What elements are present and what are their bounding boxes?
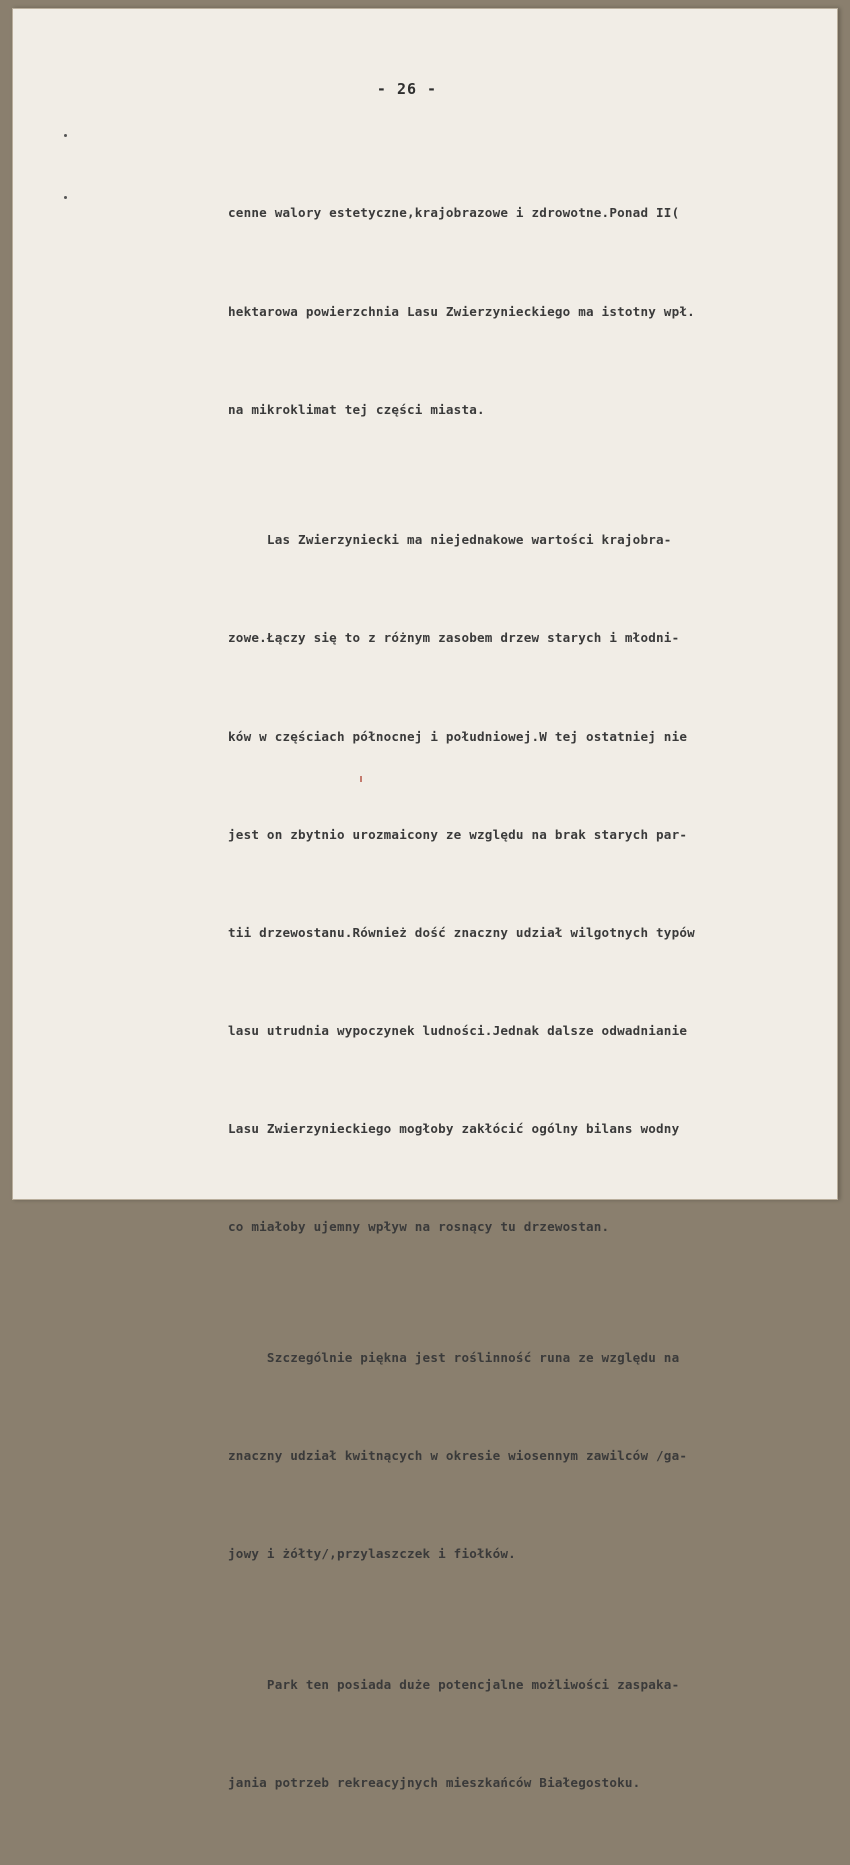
text-line: co miałoby ujemny wpływ na rosnący tu drzewostan.: [228, 1219, 610, 1235]
text-line: Park ten posiada duże potencjalne możliwości zaspaka-: [228, 1676, 680, 1692]
text-line: hektarowa powierzchnia Lasu Zwierzynieckiego ma istotny wpł.: [228, 303, 695, 319]
text-line: zowe.Łączy się to z różnym zasobem drzew starych i młodni-: [228, 630, 680, 646]
margin-dot-mark: [64, 134, 67, 137]
text-line: znaczny udział kwitnących w okresie wiosennym zawilców /ga-: [228, 1447, 688, 1463]
text-line: Lasu Zwierzynieckiego mogłoby zakłócić ogólny bilans wodny: [228, 1120, 680, 1136]
text-line: ków w częściach północnej i południowej.W tej ostatniej nie: [228, 728, 688, 744]
text-line: Las Zwierzyniecki ma niejednakowe wartości krajobra-: [228, 532, 672, 548]
text-line: jowy i żółty/,przylaszczek i fiołków.: [228, 1546, 516, 1562]
text-line: tii drzewostanu.Również dość znaczny udział wilgotnych typów: [228, 924, 695, 940]
document-page: [12, 8, 838, 1790]
text-line: jest on zbytnio urozmaicony ze względu na brak starych par-: [228, 826, 688, 842]
text-line: jania potrzeb rekreacyjnych mieszkańców Białegostoku.: [228, 1774, 641, 1790]
text-line: cenne walory estetyczne,krajobrazowe i zdrowotne.Ponad II(: [228, 205, 680, 221]
text-line: lasu utrudnia wypoczynek ludności.Jednak dalsze odwadnianie: [228, 1022, 688, 1038]
text-line: Szczególnie piękna jest roślinność runa ze względu na: [228, 1349, 680, 1365]
typed-body-text: [228, 132, 850, 1865]
page-number: - 26 -: [376, 80, 438, 98]
margin-dot-mark: [64, 196, 67, 199]
text-line: na mikroklimat tej części miasta.: [228, 401, 485, 417]
